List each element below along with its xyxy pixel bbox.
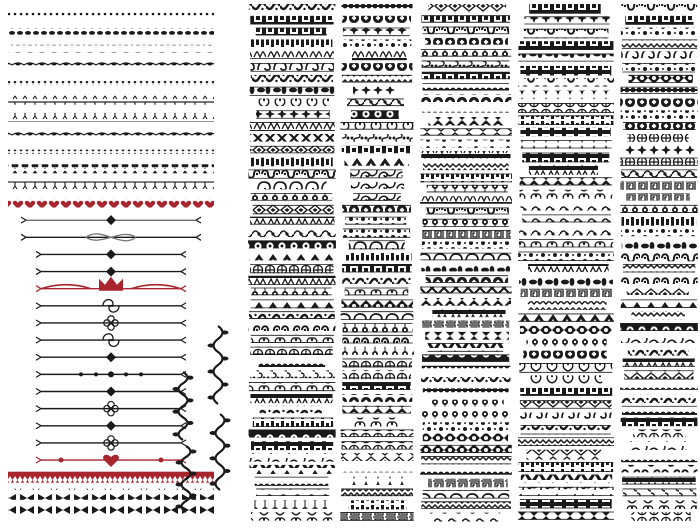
pattern-band: [622, 146, 695, 155]
ornament-divider-29: [8, 489, 214, 500]
pattern-band: [343, 28, 410, 36]
pattern-band: [529, 4, 600, 14]
pattern-band: [620, 252, 698, 261]
pattern-band: [518, 512, 614, 520]
pattern-band: [528, 301, 607, 310]
pattern-band: [420, 467, 512, 474]
pattern-band: [250, 122, 335, 131]
pattern-band: [518, 314, 613, 322]
pattern-band: [621, 453, 697, 462]
pattern-band: [347, 99, 404, 107]
ornament-divider-6: [8, 96, 214, 105]
pattern-band: [342, 205, 411, 213]
pattern-band: [422, 366, 511, 374]
ornament-divider-12: [8, 199, 214, 208]
pattern-band: [422, 354, 509, 361]
pattern-band: [342, 335, 412, 344]
pattern-band: [341, 429, 414, 437]
pattern-band: [341, 489, 413, 497]
ornament-divider-26: [36, 436, 186, 450]
pattern-band: [622, 63, 695, 72]
pattern-column-1: [248, 4, 336, 521]
pattern-band: [342, 63, 413, 71]
pattern-band: [250, 394, 332, 403]
ornament-divider-5: [8, 81, 214, 85]
pattern-band: [625, 16, 693, 25]
pattern-band: [624, 370, 693, 379]
pattern-band: [519, 227, 612, 236]
pattern-band: [629, 75, 693, 83]
pattern-band: [518, 437, 614, 446]
pattern-band: [251, 299, 334, 308]
pattern-band: [423, 162, 509, 170]
pattern-band: [250, 264, 333, 273]
pattern-band: [519, 413, 614, 421]
pattern-band: [519, 363, 612, 373]
pattern-band: [249, 311, 335, 319]
ornament-divider-19: [36, 316, 186, 330]
pattern-band: [420, 253, 511, 261]
pattern-band: [341, 299, 413, 307]
pattern-band: [352, 51, 407, 60]
pattern-band: [248, 240, 336, 248]
pattern-band: [346, 477, 410, 485]
pattern-band: [520, 190, 613, 199]
pattern-band: [420, 287, 511, 294]
pattern-band: [342, 39, 411, 48]
pattern-band: [623, 359, 695, 367]
pattern-band: [256, 489, 329, 496]
pattern-band: [342, 16, 411, 24]
pattern-band: [422, 321, 509, 328]
pattern-band: [420, 140, 512, 148]
pattern-band: [249, 429, 336, 437]
pattern-band: [630, 441, 687, 450]
pattern-band: [253, 205, 334, 214]
ornament-divider-25: [36, 421, 186, 431]
pattern-band: [521, 289, 613, 297]
pattern-band: [248, 229, 335, 238]
pattern-band: [519, 487, 614, 496]
pattern-band: [518, 41, 613, 50]
pattern-band: [518, 78, 614, 86]
pattern-band: [622, 406, 697, 415]
pattern-band: [521, 474, 612, 483]
pattern-band: [628, 347, 689, 356]
pattern-band: [250, 51, 334, 58]
pattern-band: [248, 276, 335, 285]
ornament-divider-4: [8, 62, 214, 70]
pattern-band: [524, 29, 609, 38]
pattern-band: [519, 276, 613, 285]
pattern-band: [623, 264, 695, 272]
pattern-band: [420, 128, 512, 135]
pattern-band: [621, 51, 696, 60]
pattern-band: [627, 288, 689, 295]
pattern-band: [342, 359, 412, 368]
pattern-band: [250, 465, 336, 474]
pattern-band: [250, 134, 334, 142]
pattern-band: [520, 499, 612, 508]
pattern-band: [524, 16, 609, 24]
ornament-divider-9: [8, 150, 214, 154]
pattern-band: [421, 15, 510, 22]
pattern-band: [343, 370, 411, 379]
pattern-band: [253, 418, 333, 427]
pattern-band: [523, 351, 606, 359]
pattern-band: [421, 377, 510, 384]
pattern-band: [353, 193, 401, 201]
pattern-band: [520, 326, 611, 334]
pattern-band: [422, 241, 511, 248]
pattern-band: [250, 347, 332, 355]
pattern-band: [621, 335, 697, 343]
pattern-band: [341, 122, 414, 129]
pattern-column-3: [420, 4, 512, 521]
pattern-band: [626, 193, 689, 201]
pattern-band: [342, 276, 410, 284]
pattern-band: [620, 382, 698, 390]
pattern-band: [256, 110, 330, 118]
pattern-band: [342, 134, 412, 142]
pattern-band: [250, 370, 335, 378]
pattern-band: [519, 462, 613, 472]
pattern-band: [427, 185, 508, 192]
pattern-column-4: [518, 4, 614, 520]
pattern-band: [521, 425, 611, 434]
pattern-band: [620, 99, 698, 108]
pattern-band: [254, 500, 327, 508]
pattern-band: [420, 411, 512, 418]
pattern-band: [340, 347, 414, 355]
pattern-band: [423, 422, 511, 431]
ornament-divider-15: [36, 249, 186, 259]
pattern-band: [421, 151, 510, 159]
pattern-band: [429, 400, 504, 407]
pattern-band: [519, 239, 613, 247]
vertical-flourish-group: [173, 326, 231, 512]
pattern-band: [422, 72, 510, 79]
pattern-band: [423, 434, 508, 442]
pattern-band: [343, 323, 413, 332]
pattern-band: [342, 75, 412, 83]
pattern-band: [251, 288, 332, 296]
pattern-band: [344, 158, 409, 166]
ornament-divider-18: [36, 300, 186, 313]
pattern-band: [622, 39, 697, 48]
pattern-band: [627, 134, 688, 142]
pattern-band: [353, 87, 397, 95]
pattern-band: [341, 453, 413, 461]
pattern-band: [622, 240, 697, 248]
pattern-band: [520, 128, 610, 136]
pattern-band: [621, 181, 698, 190]
pattern-band: [522, 214, 611, 222]
pattern-band: [432, 309, 505, 317]
pattern-band: [341, 4, 412, 13]
ornament-divider-20: [36, 334, 186, 347]
pattern-band: [341, 465, 413, 472]
pattern-band: [248, 453, 336, 462]
pattern-band: [620, 323, 698, 331]
pattern-band: [341, 311, 414, 320]
pattern-band: [251, 335, 334, 343]
pattern-band: [421, 501, 511, 508]
pattern-band: [343, 229, 410, 238]
pattern-band: [349, 500, 407, 509]
pattern-band: [621, 28, 697, 36]
pattern-band: [428, 479, 508, 488]
pattern-band: [420, 445, 511, 453]
ornament-divider-17: [36, 277, 186, 292]
pattern-band: [521, 140, 612, 148]
pattern-band: [423, 388, 509, 396]
pattern-band: [250, 87, 335, 96]
pattern-band: [249, 323, 336, 331]
pattern-band: [623, 489, 697, 497]
pattern-band: [249, 382, 335, 391]
pattern-band: [428, 343, 504, 352]
pattern-band: [421, 49, 512, 56]
pattern-band: [257, 181, 327, 189]
pattern-band: [528, 264, 609, 272]
pattern-band: [633, 429, 685, 437]
pattern-band: [518, 54, 613, 62]
pattern-band: [621, 418, 698, 427]
ornament-divider-3: [8, 45, 214, 53]
pattern-band: [423, 27, 509, 35]
ornament-divider-2: [8, 29, 214, 35]
pattern-band: [342, 146, 412, 153]
pattern-band: [518, 103, 614, 113]
pattern-band: [342, 406, 410, 414]
pattern-band: [518, 252, 614, 261]
pattern-band: [340, 512, 413, 521]
pattern-band: [426, 275, 508, 282]
pattern-band: [519, 91, 612, 99]
ornament-divider-8: [8, 130, 214, 140]
ornament-divider-30: [8, 506, 214, 517]
pattern-band: [520, 66, 611, 76]
pattern-band: [421, 298, 511, 306]
pattern-band: [249, 4, 336, 13]
pattern-band: [622, 500, 697, 509]
pattern-band: [526, 375, 602, 385]
pattern-band: [428, 4, 506, 13]
pattern-band: [519, 115, 614, 125]
pattern-band: [342, 382, 410, 390]
pattern-band: [250, 16, 333, 25]
pattern-band: [620, 465, 697, 473]
pattern-band: [420, 174, 512, 183]
pattern-band: [527, 450, 602, 460]
vertical-flourish-1: [208, 326, 229, 404]
pattern-band: [423, 490, 510, 498]
ornament-divider-27: [36, 455, 186, 467]
ornament-divider-7: [8, 113, 214, 122]
pattern-band: [420, 196, 512, 204]
pattern-band: [351, 181, 404, 189]
ornament-divider-23: [36, 387, 186, 397]
pattern-band: [621, 87, 698, 94]
pattern-band: [251, 193, 333, 201]
pattern-band: [430, 513, 500, 522]
pattern-band: [422, 230, 510, 239]
pattern-band: [422, 61, 510, 68]
pattern-band: [350, 418, 401, 427]
pattern-band: [251, 39, 333, 47]
pattern-band: [426, 207, 509, 214]
ornament-divider-24: [36, 401, 186, 415]
vertical-flourish-2: [173, 372, 194, 440]
left-divider-stack: [8, 13, 214, 517]
pattern-band: [621, 299, 697, 307]
pattern-band: [255, 477, 329, 486]
ornament-divider-11: [8, 181, 214, 190]
pattern-band: [620, 158, 697, 166]
pattern-band: [342, 441, 413, 449]
ornament-divider-1: [8, 13, 214, 17]
pattern-band: [621, 169, 697, 177]
pattern-band: [421, 94, 511, 102]
pattern-band: [423, 83, 509, 90]
pattern-band: [345, 288, 409, 296]
pattern-band: [527, 338, 607, 346]
pattern-band: [631, 512, 690, 521]
pattern-band: [342, 264, 412, 272]
pattern-band: [248, 169, 335, 178]
pattern-band: [251, 441, 333, 450]
pattern-columns: [248, 4, 698, 521]
pattern-band: [620, 205, 697, 213]
pattern-band: [349, 240, 405, 249]
pattern-band: [345, 252, 412, 260]
ornament-divider-16: [36, 267, 186, 277]
pattern-band: [520, 388, 612, 396]
pattern-band: [421, 456, 511, 464]
pattern-band: [521, 202, 613, 210]
pattern-band: [622, 394, 696, 403]
ornament-divider-22: [36, 371, 186, 377]
pattern-band: [423, 219, 509, 227]
pattern-band: [343, 394, 413, 402]
pattern-band: [251, 63, 334, 72]
pattern-band: [260, 406, 324, 413]
ornament-divider-21: [36, 352, 186, 362]
pattern-band: [428, 117, 504, 125]
pattern-band: [621, 110, 698, 119]
pattern-band: [425, 332, 509, 340]
pattern-band: [520, 177, 612, 185]
pattern-band: [351, 110, 399, 119]
ornament-divider-14: [21, 234, 201, 241]
pattern-band: [250, 146, 334, 153]
pattern-band: [350, 169, 402, 178]
pattern-band: [251, 75, 333, 83]
pattern-band: [622, 477, 696, 485]
pattern-band: [251, 512, 332, 520]
pattern-band: [631, 311, 685, 319]
pattern-band: [529, 165, 598, 175]
pattern-band: [621, 276, 698, 284]
pattern-band: [621, 229, 697, 237]
pattern-band: [522, 153, 609, 163]
pattern-band: [621, 217, 696, 226]
pattern-band: [256, 99, 330, 107]
pattern-band: [520, 400, 612, 408]
pattern-band: [259, 359, 326, 367]
pattern-band: [250, 158, 332, 167]
pattern-band: [256, 28, 327, 36]
pattern-band: [249, 252, 336, 260]
ornament-divider-10: [8, 164, 214, 173]
pattern-band: [422, 106, 509, 113]
pattern-band: [623, 122, 696, 130]
ornament-divider-13: [21, 215, 201, 225]
pattern-band: [421, 264, 510, 271]
pattern-band: [425, 38, 508, 45]
pattern-band: [345, 217, 406, 225]
pattern-band: [250, 217, 334, 225]
pattern-band: [621, 4, 697, 13]
pattern-column-2: [340, 4, 414, 521]
